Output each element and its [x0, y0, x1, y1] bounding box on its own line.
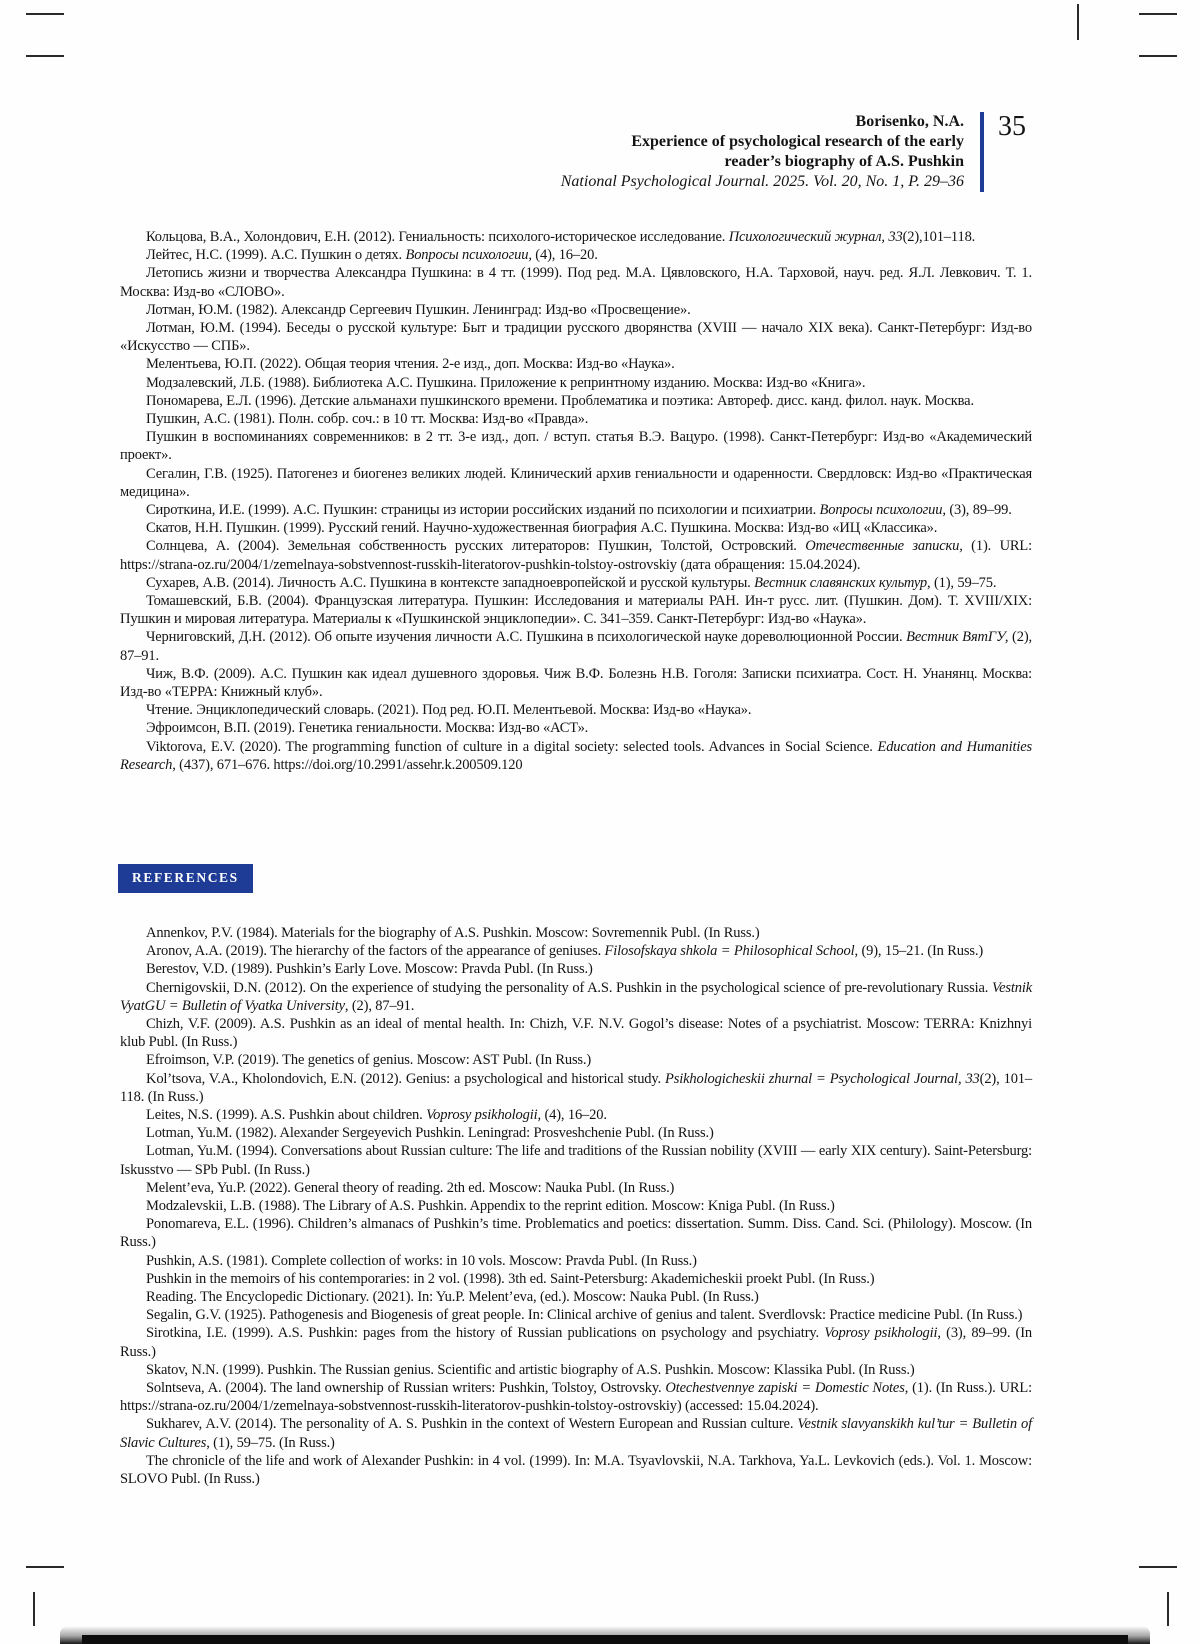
- reference-item: Solntseva, A. (2004). The land ownership of Russian writers: Pushkin, Tolstoy, Ostrovsky. Otechestvennye zapiski = Domestic Notes, (1). (In Russ.). URL: https://strana-oz.ru/2004/1/zemelnaya-sobstvennost-russkih-literatorov-pushkin-tolstoy-ostrovskiy) (accessed: 15.04.2024).: [120, 1380, 1032, 1415]
- reference-item: Сегалин, Г.В. (1925). Патогенез и биогенез великих людей. Клинический архив гениальности и одаренности. Свердловск: Изд-во «Практическая медицина».: [120, 465, 1032, 500]
- header-divider-bar: [980, 112, 984, 192]
- page-number: 35: [998, 111, 1026, 142]
- crop-mark: [26, 13, 64, 15]
- reference-item: Aronov, A.A. (2019). The hierarchy of the factors of the appearance of geniuses. Filosofskaya shkola = Philosophical School, (9), 15–21. (In Russ.): [146, 943, 984, 960]
- article-title-line2: reader’s biography of A.S. Pushkin: [724, 153, 964, 170]
- reference-item: Пушкин, А.С. (1981). Полн. собр. соч.: в 10 тт. Москва: Изд-во «Правда».: [146, 411, 589, 428]
- reference-item: Modzalevskii, L.B. (1988). The Library of A.S. Pushkin. Appendix to the reprint edition. Moscow: Kniga Publ. (In Russ.): [146, 1198, 835, 1215]
- crop-mark: [26, 55, 64, 57]
- reference-item: The chronicle of the life and work of Alexander Pushkin: in 4 vol. (1999). In: M.A. Tsyavlovskii, N.A. Tarkhova, Ya.L. Levkovich (eds.). Vol. 1. Moscow: SLOVO Publ. (In Russ.): [120, 1452, 1032, 1488]
- reference-item: Чтение. Энциклопедический словарь. (2021). Под ред. Ю.П. Мелентьевой. Москва: Изд-во «Наука».: [146, 702, 752, 719]
- reference-item: Кольцова, В.А., Холондович, Е.Н. (2012). Гениальность: психолого-историческое исследование. Психологический журнал, 33(2),101–118.: [146, 229, 976, 245]
- reference-item: Lotman, Yu.M. (1994). Conversations about Russian culture: The life and traditions of the Russian nobility (XVIII — early XIX century). Saint-Petersburg: Iskusstvo — SPb Publ. (In Russ.): [120, 1143, 1032, 1178]
- reference-item: Лотман, Ю.М. (1982). Александр Сергеевич Пушкин. Ленинград: Изд-во «Просвещение».: [146, 301, 691, 318]
- running-head-text: [561, 110, 964, 192]
- crop-mark: [1167, 1592, 1169, 1626]
- reference-item: Ponomareva, E.L. (1996). Children’s almanacs of Pushkin’s time. Problematics and poetics: dissertation. Summ. Diss. Cand. Sci. (Philology). Moscow. (In Russ.): [120, 1216, 1032, 1251]
- english-references-list: [120, 924, 1032, 1488]
- crop-mark: [1139, 55, 1177, 57]
- reference-item: Мелентьева, Ю.П. (2022). Общая теория чтения. 2-е изд., доп. Москва: Изд-во «Наука».: [146, 356, 675, 373]
- reference-item: Viktorova, E.V. (2020). The programming function of culture in a digital society: selected tools. Advances in Social Science. Education and Humanities Research, (437), 671–676. https://doi.org/10.2991/assehr.k.200509.120: [120, 738, 1032, 773]
- crop-mark: [33, 1592, 35, 1626]
- reference-item: Segalin, G.V. (1925). Pathogenesis and Biogenesis of great people. In: Clinical archive of genius and talent. Sverdlovsk: Practice medicine Publ. (In Russ.): [146, 1307, 1023, 1324]
- reference-item: Sirotkina, I.E. (1999). A.S. Pushkin: pages from the history of Russian publications on psychology and psychiatry. Voprosy psikhologii, (3), 89–99. (In Russ.): [120, 1325, 1032, 1360]
- page-header: [120, 110, 1032, 192]
- page-edge: [82, 1635, 1128, 1644]
- reference-item: Эфроимсон, В.П. (2019). Генетика гениальности. Москва: Изд-во «АСТ».: [146, 720, 589, 737]
- reference-item: Berestov, V.D. (1989). Pushkin’s Early Love. Moscow: Pravda Publ. (In Russ.): [146, 961, 593, 978]
- reference-item: Pushkin in the memoirs of his contemporaries: in 2 vol. (1998). 3th ed. Saint-Petersburg: Akademicheskii proekt Publ. (In Russ.): [146, 1270, 875, 1287]
- reference-item: Сухарев, А.В. (2014). Личность А.С. Пушкина в контексте западноевропейской и русской культуры. Вестник славянских культур, (1), 59–75.: [146, 574, 997, 591]
- reference-item: Черниговский, Д.Н. (2012). Об опыте изучения личности А.С. Пушкина в психологической науке дореволюционной России. Вестник ВятГУ, (2), 87–91.: [120, 629, 1032, 664]
- reference-item: Kol’tsova, V.A., Kholondovich, E.N. (2012). Genius: a psychological and historical study. Psikhologicheskii zhurnal = Psychological Journal, 33(2), 101–118. (In Russ.): [120, 1070, 1032, 1105]
- reference-item: Модзалевский, Л.Б. (1988). Библиотека А.С. Пушкина. Приложение к репринтному изданию. Москва: Изд-во «Книга».: [146, 374, 866, 391]
- reference-item: Томашевский, Б.В. (2004). Французская литература. Пушкин: Исследования и материалы РАН. Ин-т русс. лит. (Пушкин. Дом). Т. XVIII/XIX: Пушкин и мировая литература. Материалы к «Пушкинской энциклопедии». С. 341–359. Санкт-Петербург: Изд-во «Наука».: [120, 593, 1032, 628]
- author-name: Borisenko, N.A.: [855, 113, 964, 130]
- crop-mark: [1139, 1566, 1177, 1568]
- reference-item: Скатов, Н.Н. Пушкин. (1999). Русский гений. Научно-художественная биография А.С. Пушкина. Москва: Изд-во «ИЦ «Классика».: [146, 520, 938, 537]
- reference-item: Melent’eva, Yu.P. (2022). General theory of reading. 2th ed. Moscow: Nauka Publ. (In Russ.): [146, 1179, 675, 1196]
- crop-mark: [1077, 4, 1079, 40]
- reference-item: Chernigovskii, D.N. (2012). On the experience of studying the personality of A.S. Pushkin in the psychological science of pre-revolutionary Russia. Vestnik VyatGU = Bulletin of Vyatka University, (2), 87–91.: [120, 979, 1032, 1014]
- reference-item: Pushkin, A.S. (1981). Complete collection of works: in 10 vols. Moscow: Pravda Publ. (In Russ.): [146, 1252, 697, 1269]
- reference-item: Солнцева, А. (2004). Земельная собственность русских литераторов: Пушкин, Толстой, Островский. Отечественные записки, (1). URL: https://strana-oz.ru/2004/1/zemelnaya-sobstvennost-russkih-literatorov-pushkin-tolstoy-ostrovskiy (дата обращения: 15.04.2024).: [120, 538, 1032, 573]
- reference-item: Leites, N.S. (1999). A.S. Pushkin about children. Voprosy psikhologii, (4), 16–20.: [146, 1107, 607, 1124]
- reference-item: Sukharev, A.V. (2014). The personality of A. S. Pushkin in the context of Western European and Russian culture. Vestnik slavyanskikh kul’tur = Bulletin of Slavic Cultures, (1), 59–75. (In Russ.): [120, 1416, 1032, 1451]
- article-title-line1: Experience of psychological research of the early: [631, 133, 964, 150]
- reference-item: Лейтес, Н.С. (1999). А.С. Пушкин о детях. Вопросы психологии, (4), 16–20.: [146, 247, 598, 264]
- reference-item: Чиж, В.Ф. (2009). А.С. Пушкин как идеал душевного здоровья. Чиж В.Ф. Болезнь Н.В. Гоголя: Записки психиатра. Сост. Н. Унанянц. Москва: Изд-во «ТЕРРА: Книжный клуб».: [120, 665, 1032, 701]
- reference-item: Летопись жизни и творчества Александра Пушкина: в 4 тт. (1999). Под ред. М.А. Цявловского, Н.А. Тарховой, науч. ред. Я.Л. Левкович. Т. 1. Москва: Изд-во «СЛОВО».: [120, 265, 1032, 300]
- reference-item: Chizh, V.F. (2009). A.S. Pushkin as an ideal of mental health. In: Chizh, V.F. N.V. Gogol’s disease: Notes of a psychiatrist. Moscow: TERRA: Knizhnyi klub Publ. (In Russ.): [120, 1016, 1032, 1051]
- russian-references-list: [120, 228, 1032, 774]
- reference-item: Reading. The Encyclopedic Dictionary. (2021). In: Yu.P. Melent’eva, (ed.). Moscow: Nauka Publ. (In Russ.): [146, 1289, 759, 1306]
- reference-item: Лотман, Ю.М. (1994). Беседы о русской культуре: Быт и традиции русского дворянства (XVIII — начало XIX века). Санкт-Петербург: Изд-во «Искусство — СПБ».: [120, 320, 1032, 355]
- journal-citation: National Psychological Journal. 2025. Vol. 20, No. 1, P. 29–36: [560, 173, 964, 190]
- reference-item: Annenkov, P.V. (1984). Materials for the biography of A.S. Pushkin. Moscow: Sovremennik Publ. (In Russ.): [146, 925, 760, 941]
- crop-mark: [1139, 13, 1177, 15]
- references-section-heading: REFERENCES: [118, 864, 253, 893]
- reference-item: Сироткина, И.Е. (1999). А.С. Пушкин: страницы из истории российских изданий по психологии и психиатрии. Вопросы психологии, (3), 89–99.: [146, 502, 1012, 519]
- reference-item: Пушкин в воспоминаниях современников: в 2 тт. 3-е изд., доп. / вступ. статья В.Э. Вацуро. (1998). Санкт-Петербург: Изд-во «Академический проект».: [120, 429, 1032, 464]
- reference-item: Lotman, Yu.M. (1982). Alexander Sergeyevich Pushkin. Leningrad: Prosveshchenie Publ. (In Russ.): [146, 1125, 714, 1142]
- reference-item: Efroimson, V.P. (2019). The genetics of genius. Moscow: AST Publ. (In Russ.): [146, 1052, 592, 1069]
- crop-mark: [26, 1566, 64, 1568]
- reference-item: Пономарева, Е.Л. (1996). Детские альманахи пушкинского времени. Проблематика и поэтика: Автореф. дисс. канд. филол. наук. Москва.: [146, 392, 974, 409]
- reference-item: Skatov, N.N. (1999). Pushkin. The Russian genius. Scientific and artistic biography of A.S. Pushkin. Moscow: Klassika Publ. (In Russ.): [146, 1361, 915, 1378]
